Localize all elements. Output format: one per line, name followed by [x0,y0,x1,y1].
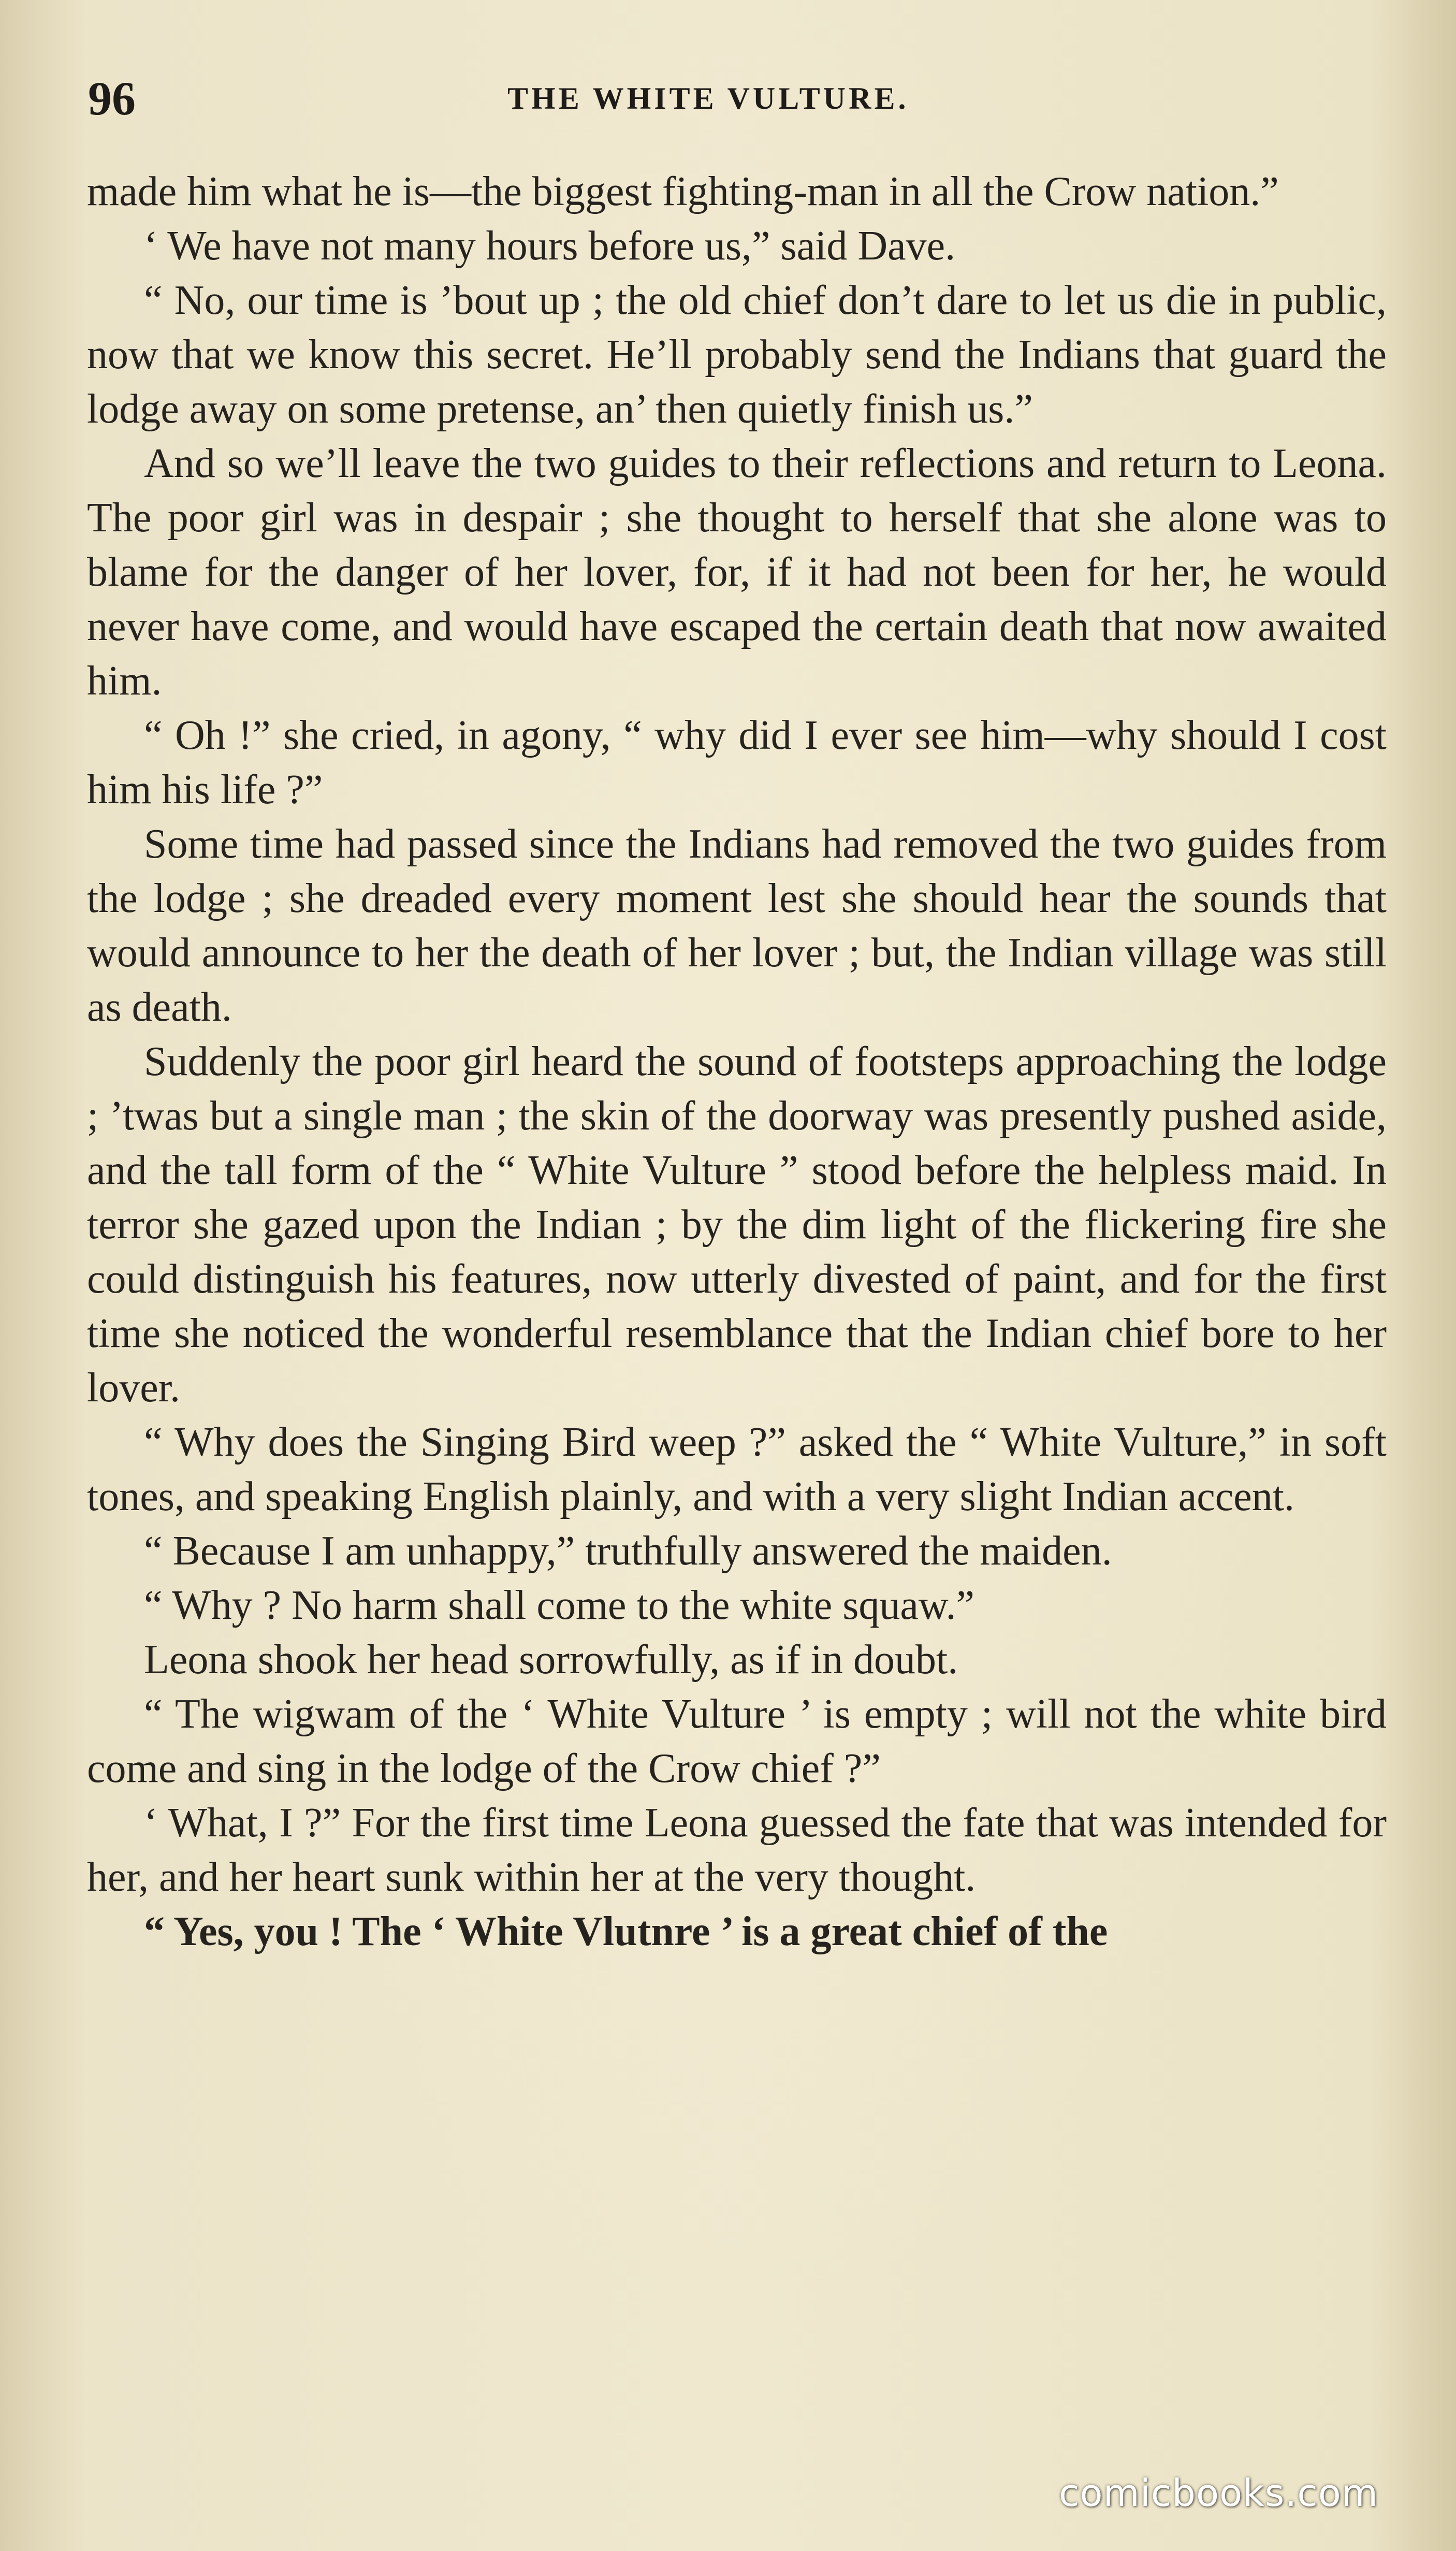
paragraph: “ Because I am unhappy,” truthfully answered the maiden. [144,1528,1112,1574]
paragraph: “ No, our time is ’bout up ; the old chief don’t dare to let us die in public, now that we know this secret. He’ll probably send the Indians that guard the lodge away on some pretense, an’ then quietly finish us.” [87,278,1387,432]
paragraph: “ Oh !” she cried, in agony, “ why did I ever see him—why should I cost him his life ?” [87,713,1387,813]
paragraph: “ The wigwam of the ‘ White Vulture ’ is empty ; will not the white bird come and sing in the lodge of the Crow chief ?” [87,1691,1387,1791]
paragraph: Suddenly the poor girl heard the sound of footsteps approaching the lodge ; ’twas but a single man ; the skin of the doorway was presently pushed aside, and the tall form of the “ White Vulture ” stood before the helpless maid. In terror she gazed upon the Indian ; by the dim light of the flickering fire she could distinguish his features, now utterly divested of paint, and for the first time she noticed the wonderful resemblance that the Indian chief bore to her lover. [87,1039,1387,1411]
paragraph: “ Why does the Singing Bird weep ?” asked the “ White Vulture,” in soft tones, and speaking English plainly, and with a very slight Indian accent. [87,1419,1387,1519]
paragraph: “ Yes, you ! The ‘ White Vlutnre ’ is a great chief of the [144,1909,1108,1954]
running-head: THE WHITE VULTURE. [507,81,909,115]
paragraph: Leona shook her head sorrowfully, as if in doubt. [144,1637,958,1683]
paragraph: ‘ We have not many hours before us,” said Dave. [144,223,956,269]
paragraph: made him what he is—the biggest fighting-man in all the Crow nation.” [87,169,1279,214]
paragraph: ‘ What, I ?” For the first time Leona guessed the fate that was intended for her, and her heart sunk within her at the very thought. [87,1800,1387,1900]
paragraph: Some time had passed since the Indians had removed the two guides from the lodge ; she dreaded every moment lest she should hear the sounds that would announce to her the death of her lover ; but, the Indian village was still as death. [87,821,1387,1030]
watermark: comicbooks.com [1058,2471,1378,2515]
paragraph: “ Why ? No harm shall come to the white squaw.” [144,1583,974,1628]
page-header [88,67,1382,129]
page-number: 96 [88,72,136,125]
paragraph: And so we’ll leave the two guides to their reflections and return to Leona. The poor girl was in despair ; she thought to herself that she alone was to blame for the danger of her lover, for, if it had not been for her, he would never have come, and would have escaped the certain death that now awaited him. [87,441,1387,704]
body-text [87,165,1387,1959]
